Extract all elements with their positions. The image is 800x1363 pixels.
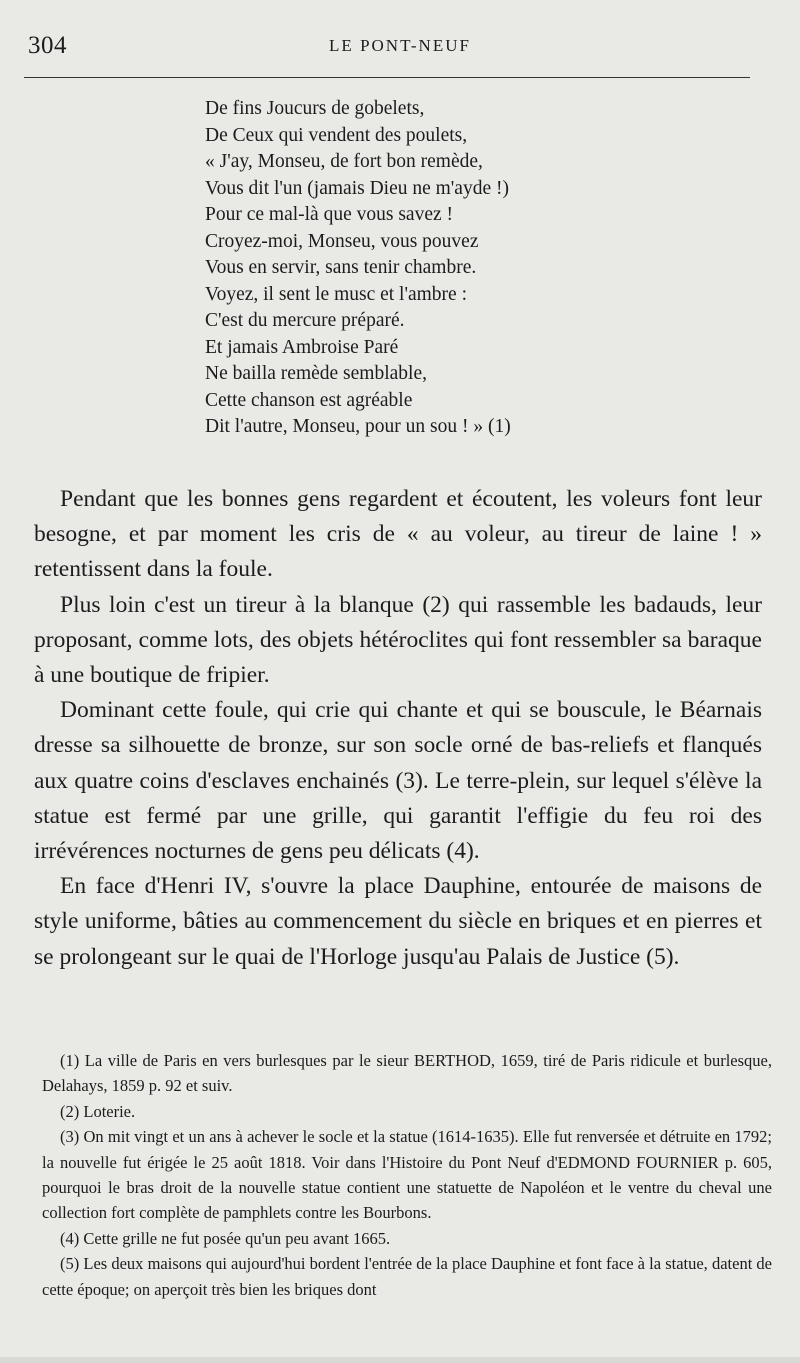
- page-header: [24, 28, 776, 68]
- footnote: (4) Cette grille ne fut posée qu'un peu avant 1665.: [60, 1228, 391, 1248]
- footnote: (2) Loterie.: [60, 1101, 136, 1121]
- verse-line: Et jamais Ambroise Paré: [205, 336, 399, 358]
- body-text: [34, 482, 762, 975]
- verse-line: Dit l'autre, Monseu, pour un sou ! » (1): [205, 416, 511, 437]
- verse-line: Pour ce mal-là que vous savez !: [205, 204, 453, 225]
- footnote: (3) On mit vingt et un ans à achever le socle et la statue (1614-1635). Elle fut renversée et détruite en 1792; la nouvelle fut érigée le 25 août 1818. Voir dans l'Histoire du Pont Neuf d'EDMOND FOURNIER p. 605, pourquoi le bras droit de la nouvelle statue contient une statuette de Napoléon et le ventre du cheval une collection fort complète de pamphlets contre les Bourbons.: [42, 1127, 772, 1223]
- paragraph: Pendant que les bonnes gens regardent et écoutent, les voleurs font leur besogne, et par moment les cris de « au voleur, au tireur de laine ! » retentissent dans la foule.: [34, 486, 762, 583]
- verse-line: Croyez-moi, Monseu, vous pouvez: [205, 230, 479, 252]
- header-rule: [24, 77, 750, 78]
- verse-line: Voyez, il sent le musc et l'ambre :: [205, 283, 468, 305]
- paragraph: Dominant cette foule, qui crie qui chante et qui se bouscule, le Béarnais dresse sa silhouette de bronze, sur son socle orné de bas-reliefs et flanqués aux quatre coins d'esclaves enchainés (3). Le terre-plein, sur lequel s'élève la statue est fermé par une grille, qui garantit l'effigie du feu roi des irrévérences nocturnes de gens peu délicats (4).: [34, 697, 762, 865]
- verse-line: Cette chanson est agréable: [205, 389, 413, 411]
- footnote: (5) Les deux maisons qui aujourd'hui bordent l'entrée de la place Dauphine et font face à la statue, datent de cette époque; on aperçoit très bien les briques dont: [42, 1254, 772, 1299]
- running-title: LE PONT-NEUF: [329, 36, 471, 55]
- verse-line: Vous en servir, sans tenir chambre.: [205, 257, 477, 278]
- verse-line: De Ceux qui vendent des poulets,: [205, 124, 468, 146]
- page-edge: [0, 1357, 800, 1363]
- verse-line: Ne bailla remède semblable,: [205, 363, 427, 384]
- verse-line: De fins Joucurs de gobelets,: [205, 98, 425, 119]
- paragraph: Plus loin c'est un tireur à la blanque (2) qui rassemble les badauds, leur proposant, comme lots, des objets hétéroclites qui font ressembler sa baraque à une boutique de fripier.: [34, 591, 762, 689]
- verse-line: « J'ay, Monseu, de fort bon remède,: [205, 151, 483, 172]
- verse-line: C'est du mercure préparé.: [205, 310, 405, 331]
- verse-line: Vous dit l'un (jamais Dieu ne m'ayde !): [205, 177, 509, 199]
- footnotes: [42, 1048, 772, 1302]
- page-number: 304: [28, 32, 67, 59]
- paragraph: En face d'Henri IV, s'ouvre la place Dauphine, entourée de maisons de style uniforme, bâties au commencement du siècle en briques et en pierres et se prolongeant sur le quai de l'Horloge jusqu'au Palais de Justice (5).: [34, 873, 762, 970]
- verse-block: [205, 96, 725, 441]
- footnote: (1) La ville de Paris en vers burlesques par le sieur BERTHOD, 1659, tiré de Paris ridicule et burlesque, Delahays, 1859 p. 92 et suiv.: [42, 1051, 772, 1096]
